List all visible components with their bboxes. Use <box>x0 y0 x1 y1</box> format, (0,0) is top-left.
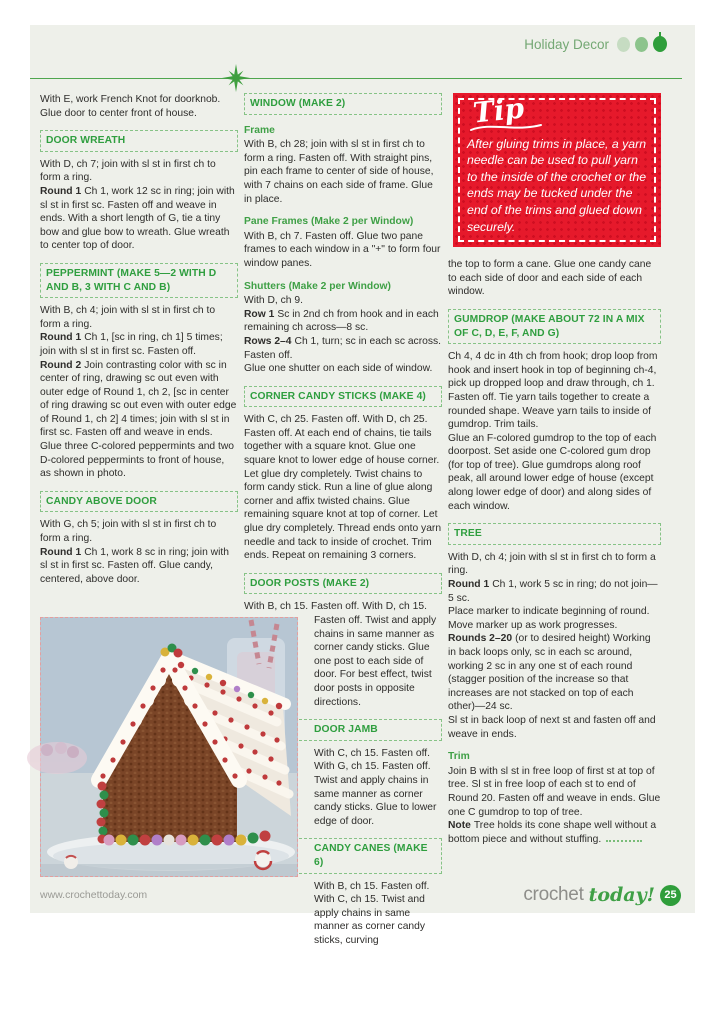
logo-word-crochet: crochet <box>523 884 584 905</box>
section-header-gumdrop: GUMDROP (MAKE ABOUT 72 IN A MIX OF C, D, E, F, AND G) <box>448 309 661 344</box>
row-label: Row 1 <box>244 308 275 320</box>
instruction-paragraph <box>40 518 238 545</box>
round-label: Round 1 <box>448 579 490 591</box>
tip-box <box>453 93 661 247</box>
instruction-text: With C, ch 25. Fasten off. With D, ch 25. Fasten off. At each end of chains, tie tails together with a square knot. Glue one square knot to lower edge of house corner. Let glue dry completely. Twist chains to form candy stick. Run a line of glue along corner and affix twisted chains. Glue remaining square knot at top of corner. Let glue dry completely. Thread ends onto yarn needle and tack to inside of crochet. Trim ends. Repeat on remaining 3 corners. <box>244 414 442 562</box>
page-footer <box>40 884 681 906</box>
instruction-paragraph <box>40 158 238 185</box>
instruction-paragraph <box>40 304 238 331</box>
instruction-paragraph <box>448 432 661 514</box>
tip-title: Tip <box>471 91 526 130</box>
instruction-text: With D, ch 9. <box>244 295 303 307</box>
category-header <box>524 36 667 52</box>
instruction-text: Ch 4, 4 dc in 4th ch from hook; drop loop from hook and insert hook in top of beginning ch-4, pick up dropped loop and draw through, ch 1. Fasten off. Tie yarn tails together to create a rounded shape. Weave yarn tails to inside of gumdrop. Trim tails. <box>448 351 658 431</box>
instruction-text: Sl st in back loop of next st and fasten off and weave in ends. <box>448 714 656 740</box>
column-1 <box>40 93 238 586</box>
instruction-text: With G, ch 5; join with sl st in first ch to form a ring. <box>40 519 217 545</box>
section-header-candy-above-door: CANDY ABOVE DOOR <box>40 491 238 513</box>
instruction-paragraph <box>244 335 442 362</box>
instruction-text: Tree holds its cone shape well without a bottom piece and without stuffing. <box>448 820 657 845</box>
instruction-text: With B, ch 4; join with sl st in first ch to form a ring. <box>40 305 216 330</box>
instruction-text: With B, ch 28; join with sl st in first ch to form a ring. Fasten off. With straight pins, pin each frame to center of side of house, with 7 chains on each side of frame. Glue in place. <box>244 139 434 205</box>
instruction-paragraph <box>40 93 238 120</box>
instruction-paragraph <box>448 632 661 714</box>
section-header-door-posts: DOOR POSTS (MAKE 2) <box>244 573 442 595</box>
instruction-paragraph <box>244 362 442 376</box>
instruction-paragraph <box>448 765 661 819</box>
instruction-text: Join contrasting color with sc in center of ring, drawing sc out even with outer edge of Round 1, ch 2, [sc in center of ring drawing sc out even with outer edge of Round 1, ch 2] 4 times; join with sl st in first sc. Fasten off and weave in ends. <box>40 359 237 439</box>
instruction-paragraph <box>448 714 661 741</box>
header-divider <box>30 78 682 79</box>
instruction-text: Ch 1, [sc in ring, ch 1] 5 times; join with sl st in first sc. Fasten off. <box>40 332 223 357</box>
instruction-text: With B, ch 7. Fasten off. Glue two pane frames to each window in a "+" to form four window panes. <box>244 230 441 269</box>
instruction-paragraph <box>244 600 442 614</box>
instruction-paragraph <box>448 350 661 432</box>
end-of-article-squiggle <box>606 834 642 842</box>
instruction-paragraph <box>448 578 661 605</box>
section-header-tree: TREE <box>448 523 661 545</box>
instruction-paragraph <box>244 413 442 563</box>
magazine-page <box>30 25 695 946</box>
section-header-corner-candy-sticks: CORNER CANDY STICKS (MAKE 4) <box>244 386 442 408</box>
instruction-paragraph <box>448 551 661 578</box>
subhead-shutters: Shutters (Make 2 per Window) <box>244 280 391 292</box>
logo-word-today: today! <box>588 884 655 906</box>
subhead-pane-frames: Pane Frames (Make 2 per Window) <box>244 216 414 228</box>
section-header-candy-canes: CANDY CANES (MAKE 6) <box>244 838 442 873</box>
instruction-paragraph <box>244 230 442 271</box>
instruction-text: With B, ch 15. Fasten off. With C, ch 15. Twist and apply chains in same manner as corner candy sticks, curving <box>314 880 430 946</box>
section-header-door-wreath: DOOR WREATH <box>40 130 238 152</box>
instruction-text: Place marker to indicate beginning of round. Move marker up as work progresses. <box>448 606 650 631</box>
website-url: www.crochettoday.com <box>40 889 148 901</box>
round-label: Round 1 <box>40 332 82 344</box>
instruction-text: With D, ch 4; join with sl st in first ch to form a ring. <box>448 551 656 577</box>
instruction-text: Ch 1, work 12 sc in ring; join with sl st in first sc. Fasten off and weave in ends. With a short length of G, tie a tiny bow and glue bow to wreath. Glue wreath to center top of door. <box>40 185 235 252</box>
instruction-paragraph <box>448 605 661 632</box>
section-header-window: WINDOW (MAKE 2) <box>244 93 442 115</box>
column-3 <box>448 93 661 846</box>
instruction-paragraph <box>244 294 442 308</box>
row-label: Rows 2–4 <box>244 335 292 347</box>
ornament-icon <box>617 37 630 52</box>
instruction-text: Ch 1, turn; sc in each sc across. Fasten off. <box>244 335 442 361</box>
instruction-text: Glue an F-colored gumdrop to the top of each doorpost. Set aside one C-colored gum drop (for top of tree). Glue gumdrops along roof peak, all around lower edge of house (except along lower edge of door) and along sides of each window. <box>448 432 657 512</box>
ornament-icon <box>635 37 648 52</box>
subhead-trim: Trim <box>448 751 470 763</box>
instruction-text: Glue one shutter on each side of window. <box>244 363 433 375</box>
instruction-text: the top to form a cane. Glue one candy cane to each side of door and each side of each window. <box>448 259 652 298</box>
ornament-icon <box>653 36 667 52</box>
gingerbread-house-photo <box>40 617 298 877</box>
instruction-paragraph <box>40 185 238 253</box>
round-label: Round 1 <box>40 546 82 558</box>
instruction-paragraph <box>448 819 661 846</box>
instruction-text: With D, ch 7; join with sl st in first ch to form a ring. <box>40 158 216 184</box>
round-label: Rounds 2–20 <box>448 633 513 645</box>
ornament-icons <box>617 36 667 52</box>
instruction-paragraph <box>244 308 442 335</box>
instruction-paragraph <box>40 546 238 587</box>
category-label: Holiday Decor <box>524 36 609 52</box>
instruction-text: Join B with sl st in free loop of first st at top of tree. Sl st in free loop of each st to end of Round 20. Fasten off and weave in ends. Glue one C gumdrop to top of tree. <box>448 765 661 818</box>
instruction-text: Ch 1, work 8 sc in ring; join with sl st in first sc. Fasten off. Glue candy, centered, above door. <box>40 546 229 585</box>
instruction-paragraph <box>40 440 238 481</box>
instruction-text: With E, work French Knot for doorknob. Glue door to center front of house. <box>40 94 221 119</box>
page-number-badge: 25 <box>660 885 681 906</box>
instruction-text: Ch 1, work 5 sc in ring; do not join—5 sc. <box>448 579 658 604</box>
round-label: Round 1 <box>40 185 82 197</box>
instruction-text: With B, ch 15. Fasten off. With D, ch 15. <box>244 601 427 613</box>
tip-text: After gluing trims in place, a yarn needle can be used to pull yarn to the inside of the crochet or the ends may be tucked under the end of the trims and glued down securely. <box>467 136 647 234</box>
instruction-paragraph <box>244 138 442 206</box>
instruction-text: Fasten off. Twist and apply chains in same manner as corner candy sticks. Glue one post to each side of door. For best effect, twist door posts in opposite directions. <box>314 615 437 708</box>
subhead-frame: Frame <box>244 124 275 136</box>
instruction-text: Sc in 2nd ch from hook and in each remaining ch across—8 sc. <box>244 308 439 334</box>
section-header-peppermint: PEPPERMINT (MAKE 5—2 WITH D AND B, 3 WITH C AND B) <box>40 263 238 298</box>
magazine-logo <box>523 884 681 906</box>
instruction-text: Glue three C-colored peppermints and two D-colored peppermints to front of house, as shown in photo. <box>40 441 235 480</box>
note-label: Note <box>448 820 471 832</box>
instruction-text: (or to desired height) Working in back loops only, sc in each sc around, working 2 sc in any one st of each round (stagger position of the increase so that increases are not stacked on top of each other)—24 sc. <box>448 633 651 713</box>
instruction-text: With C, ch 15. Fasten off. With G, ch 15. Fasten off. Twist and apply chains in same manner as corner candy sticks. Glue to lower edge of door. <box>314 747 437 827</box>
round-label: Round 2 <box>40 359 82 371</box>
section-header-door-jamb: DOOR JAMB <box>244 719 442 741</box>
instruction-paragraph <box>40 331 238 358</box>
instruction-paragraph <box>40 359 238 441</box>
instruction-paragraph <box>448 258 661 299</box>
